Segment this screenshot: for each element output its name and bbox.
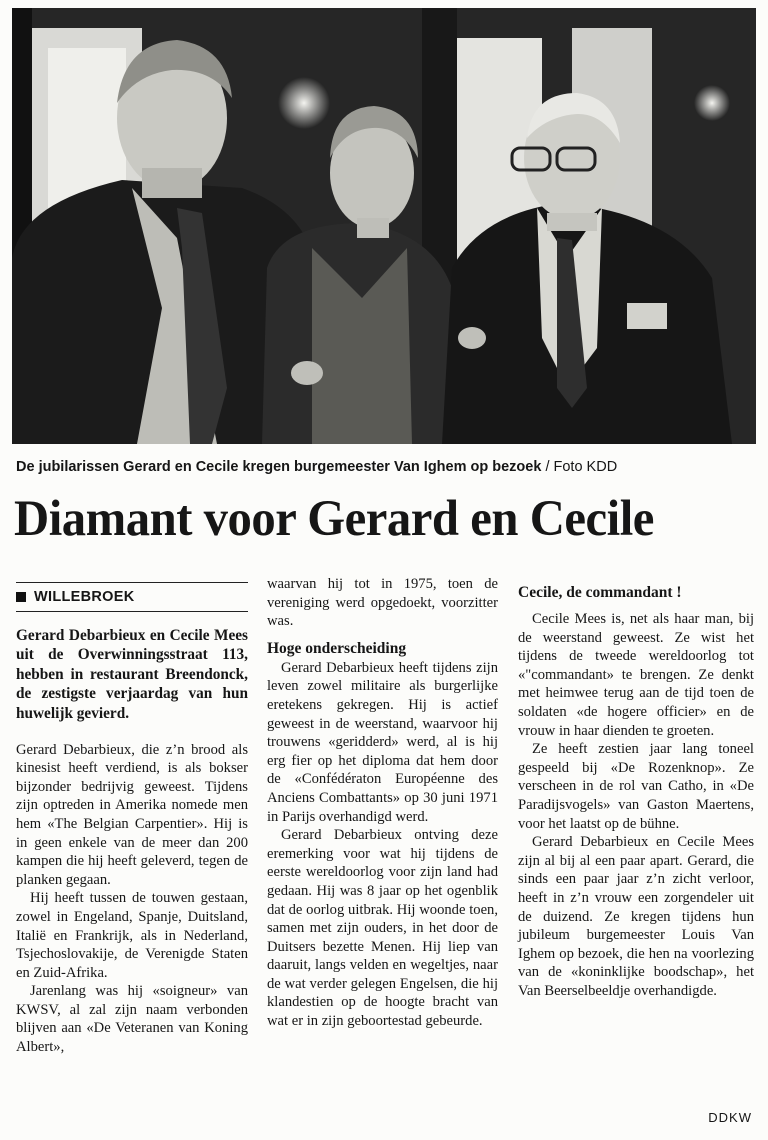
body-paragraph: Gerard Debarbieux, die z’n brood als kinesist heeft verdiend, is als bokser bijzonder bedrijvig geweest. Tijdens zijn optreden in Amerika nomede men hem «The Belgian Carpentier». Hij is in geen enkele van de meer dan 200 kampen die hij heeft geleverd, tegen de planken gegaan. bbox=[16, 741, 248, 888]
article-column-3 bbox=[518, 583, 754, 1000]
subheading: Cecile, de commandant ! bbox=[518, 584, 682, 601]
dateline bbox=[16, 582, 248, 612]
news-photo bbox=[12, 8, 756, 444]
lead-paragraph: Gerard Debarbieux en Cecile Mees uit de Overwinningsstraat 113, hebben in restaurant Breendonck, de zestigste verjaardag van hun huwelijk gevierd. bbox=[16, 626, 248, 722]
square-bullet-icon bbox=[16, 592, 26, 602]
article-column-2 bbox=[267, 575, 498, 1031]
body-paragraph: Hij heeft tussen de touwen gestaan, zowel in Engeland, Spanje, Duitsland, Italië en Frankrijk, als in Nederland, Tsjechoslovakije, de Verenigde Staten en Zuid-Afrika. bbox=[16, 890, 248, 981]
photo-credit: / Foto KDD bbox=[545, 459, 618, 475]
body-paragraph: Gerard Debarbieux ontving deze eremerking voor wat hij tijdens de eerste wereldoorlog voor zijn land had gedaan. Hij was 8 jaar op het ogenblik dat de oorlog uitbrak. Hij woonde toen, samen met zijn ouders, in het door de Duitsers bezette Menen. Hij liep van daaruit, langs velden en wegeltjes, naar de wat verder gelegen Engelsen, die hij klandestien op de hoogte bracht van wat er in zijn geboortestad gebeurde. bbox=[267, 827, 498, 1030]
body-paragraph: Gerard Debarbieux heeft tijdens zijn leven zowel militaire als burgerlijke eretekens gekregen. Hij is actief geweest in de weerstand, waarvoor hij trouwens «geridderd» werd, al is hij erg fier op het diploma dat hem door de «Confédératon Européenne des Anciens Combattants» op 30 juni 1971 in Parijs overhandigd werd. bbox=[267, 659, 498, 825]
dateline-text: WILLEBROEK bbox=[34, 589, 135, 605]
author-signoff: DDKW bbox=[708, 1110, 752, 1125]
body-paragraph: Jarenlang was hij «soigneur» van KWSV, al zal zijn naam verbonden blijven aan «De Veteranen van Koning Albert», bbox=[16, 983, 248, 1056]
headline: Diamant voor Gerard en Cecile bbox=[14, 491, 654, 547]
body-paragraph: Cecile Mees is, net als haar man, bij de weerstand geweest. Ze wist het tijdens de tweede wereldoorlog tot «"commandant» te brengen. Ze denkt met heimwee terug aan de tijd toen de soldaten «de hogere officier» en de vrouw in haar dienden te groeten. bbox=[518, 611, 754, 739]
photo-illustration bbox=[12, 8, 756, 444]
body-paragraph: Ze heeft zestien jaar lang toneel gespeeld bij «De Rozenknop». Ze verscheen in de rol van Catho, in «De Paradijsvogels» van Gaston Maertens, voor het laatst op de bühne. bbox=[518, 741, 754, 832]
photo-caption bbox=[16, 458, 756, 476]
article-column-1 bbox=[16, 572, 248, 1057]
subheading: Hoge onderscheiding bbox=[267, 639, 407, 657]
body-paragraph: waarvan hij tot in 1975, toen de vereniging werd opgedoekt, voorzitter was. bbox=[267, 576, 498, 630]
body-paragraph: Gerard Debarbieux en Cecile Mees zijn al bij al een paar apart. Gerard, die sinds een paar jaar z’n zicht verloor, heeft in z’n vrouw een zorgendeler uit de duizend. Ze kregen tijdens hun jubileum burgemeester Louis Van Ighem op bezoek, die hen na voorlezing van de «koninklijke boodschap», het Van Beerselbeeldje overhandigde. bbox=[518, 834, 754, 999]
caption-text: De jubilarissen Gerard en Cecile kregen burgemeester Van Ighem op bezoek bbox=[16, 459, 542, 475]
